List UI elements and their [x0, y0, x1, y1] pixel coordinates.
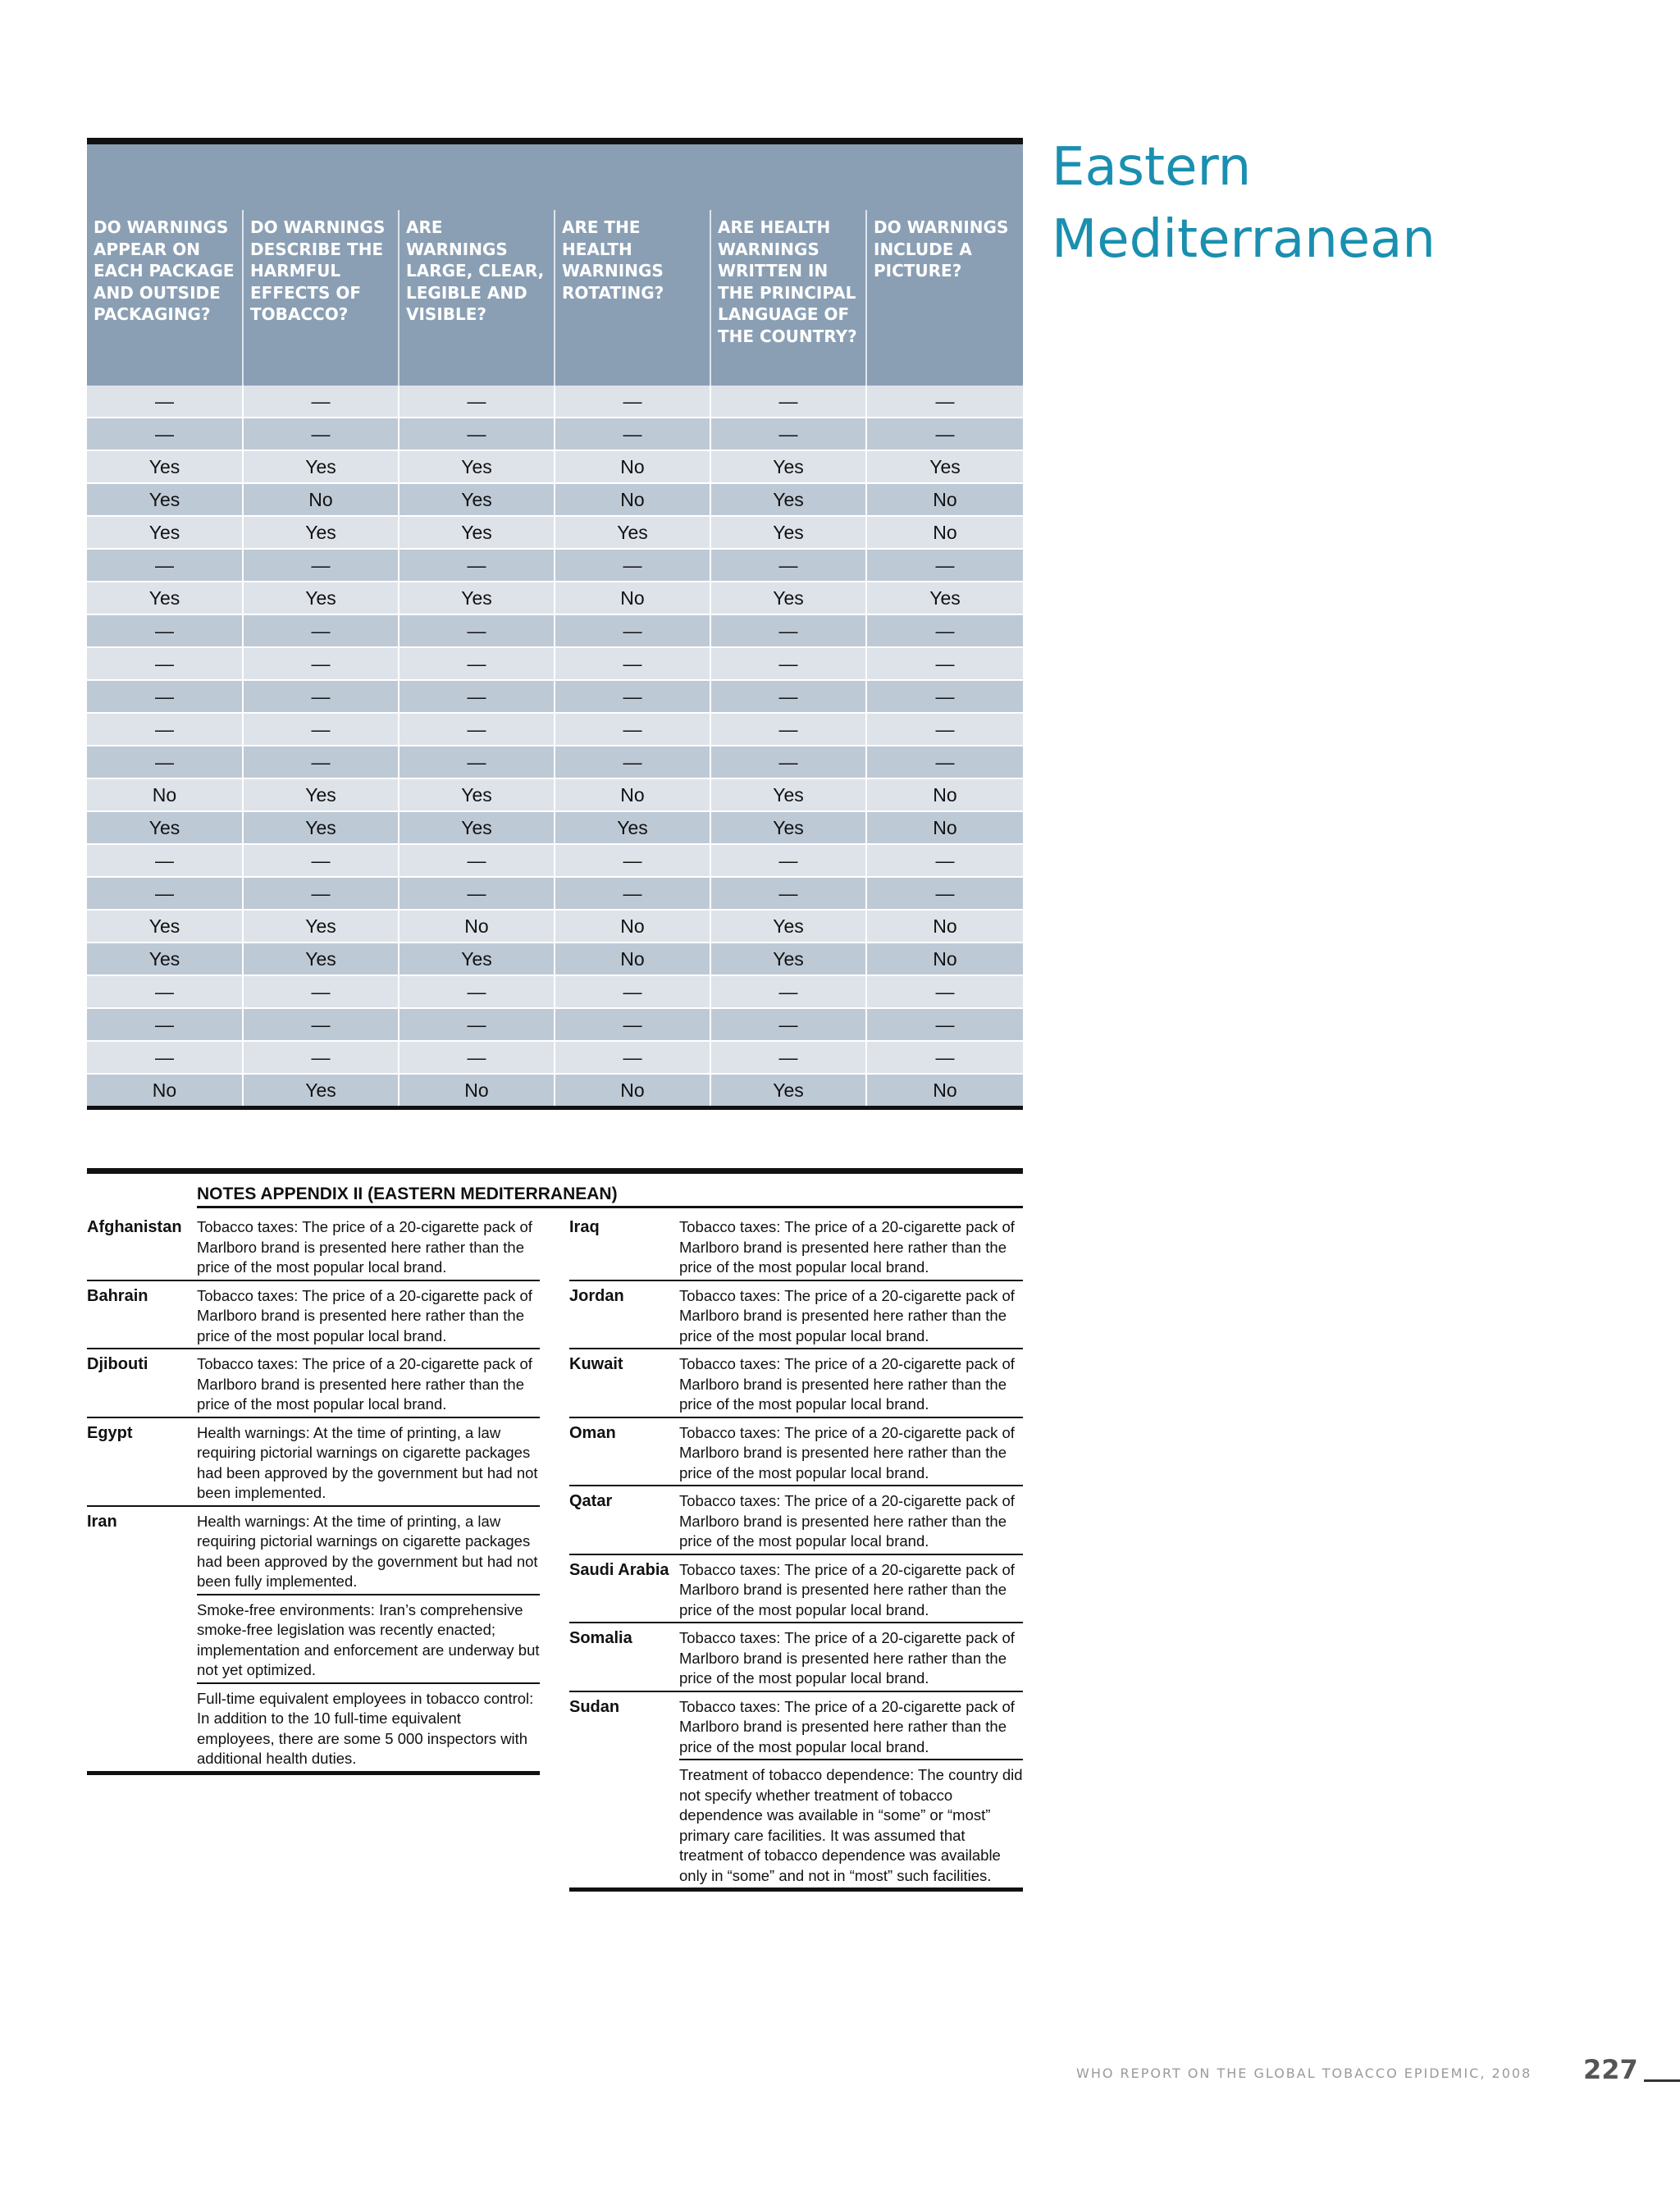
- table-cell: —: [555, 877, 710, 910]
- table-cell: Yes: [710, 910, 866, 943]
- table-row: [87, 746, 1023, 778]
- table-cell: —: [243, 746, 399, 778]
- note-texts: [679, 1418, 1023, 1486]
- table-row: [87, 647, 1023, 680]
- table-cell: —: [243, 549, 399, 582]
- table-cell: —: [555, 1041, 710, 1074]
- notes-left-column: [87, 1212, 540, 1775]
- table-row: [87, 975, 1023, 1008]
- column-header: ARE HEALTH WARNINGS WRITTEN IN THE PRINCIPAL LANGUAGE OF THE COUNTRY?: [710, 210, 866, 386]
- table-cell: —: [866, 647, 1023, 680]
- table-row: [87, 483, 1023, 516]
- table-cell: No: [399, 1074, 555, 1108]
- table-cell: —: [866, 713, 1023, 746]
- note-texts: [679, 1281, 1023, 1349]
- note-texts: [679, 1212, 1023, 1280]
- note-entry: [569, 1555, 1023, 1624]
- note-country: Djibouti: [87, 1355, 148, 1373]
- table-cell: —: [399, 418, 555, 450]
- table-cell: —: [399, 877, 555, 910]
- note-country: Bahrain: [87, 1286, 148, 1305]
- table-row: [87, 811, 1023, 844]
- table-cell: —: [710, 614, 866, 647]
- table-cell: —: [866, 386, 1023, 418]
- column-header: ARE WARNINGS LARGE, CLEAR, LEGIBLE AND VISIBLE?: [399, 210, 555, 386]
- table-cell: —: [87, 680, 243, 713]
- table-cell: —: [87, 713, 243, 746]
- table-row: [87, 386, 1023, 418]
- table-cell: —: [399, 975, 555, 1008]
- table-cell: No: [399, 910, 555, 943]
- table-cell: —: [555, 680, 710, 713]
- note-texts: [679, 1692, 1023, 1888]
- note-texts: [679, 1555, 1023, 1623]
- table-cell: —: [399, 746, 555, 778]
- table-cell: No: [87, 1074, 243, 1108]
- note-country: Iraq: [569, 1218, 600, 1236]
- table-cell: Yes: [243, 450, 399, 483]
- table-cell: —: [555, 713, 710, 746]
- table-row: [87, 1008, 1023, 1041]
- note-text: Tobacco taxes: The price of a 20-cigarette pack of Marlboro brand is presented here rather than the price of the most popular local brand.: [197, 1355, 532, 1413]
- table-cell: —: [399, 1041, 555, 1074]
- note-texts: [197, 1418, 540, 1505]
- table-row: [87, 713, 1023, 746]
- table-cell: —: [555, 1008, 710, 1041]
- note-text: Health warnings: At the time of printing, a law requiring pictorial warnings on cigarette packages had been approved by the government but had not been implemented.: [197, 1423, 538, 1501]
- table-cell: Yes: [243, 943, 399, 975]
- table-cell: No: [555, 943, 710, 975]
- note-entry: [87, 1212, 540, 1281]
- table-cell: —: [866, 975, 1023, 1008]
- table-cell: —: [710, 844, 866, 877]
- table-cell: —: [243, 418, 399, 450]
- column-header: DO WARNINGS INCLUDE A PICTURE?: [866, 210, 1023, 386]
- column-header: ARE THE HEALTH WARNINGS ROTATING?: [555, 210, 710, 386]
- table-cell: Yes: [710, 483, 866, 516]
- table-cell: —: [866, 1008, 1023, 1041]
- table-row: [87, 1041, 1023, 1074]
- table-cell: —: [866, 418, 1023, 450]
- table-cell: —: [866, 877, 1023, 910]
- table-cell: —: [555, 647, 710, 680]
- table-cell: —: [243, 713, 399, 746]
- table-cell: Yes: [710, 943, 866, 975]
- note-country: Saudi Arabia: [569, 1560, 669, 1579]
- table-cell: —: [87, 386, 243, 418]
- table-cell: No: [866, 483, 1023, 516]
- table-body: [87, 386, 1023, 1108]
- note-entry: [569, 1692, 1023, 1888]
- table-cell: —: [87, 746, 243, 778]
- table-cell: —: [555, 746, 710, 778]
- table-row: [87, 418, 1023, 450]
- table-cell: Yes: [866, 450, 1023, 483]
- note-text: Tobacco taxes: The price of a 20-cigarette pack of Marlboro brand is presented here rather than the price of the most popular local brand.: [679, 1355, 1015, 1413]
- footer-report-title: WHO REPORT ON THE GLOBAL TOBACCO EPIDEMIC, 2008: [1076, 2065, 1532, 2081]
- column-header: DO WARNINGS APPEAR ON EACH PACKAGE AND OUTSIDE PACKAGING?: [87, 210, 243, 386]
- note-text: Treatment of tobacco dependence: The country did not specify whether treatment of tobacco dependence was available in “some” or “most” primary care facilities. It was assumed that treatment of tobacco dependence was available only in “some” and not in “most” such facilities.: [679, 1766, 1023, 1884]
- note-texts: [197, 1212, 540, 1280]
- note-texts: [679, 1486, 1023, 1554]
- region-title-line-1: Eastern: [1052, 137, 1252, 198]
- note-text: Tobacco taxes: The price of a 20-cigarette pack of Marlboro brand is presented here rather than the price of the most popular local brand.: [679, 1492, 1015, 1550]
- table-cell: —: [399, 386, 555, 418]
- note-country: Egypt: [87, 1423, 133, 1442]
- table-cell: No: [866, 778, 1023, 811]
- table-row: [87, 910, 1023, 943]
- note-country: Sudan: [569, 1697, 620, 1716]
- note-country: Iran: [87, 1512, 117, 1531]
- table-cell: —: [555, 614, 710, 647]
- note-entry: [87, 1418, 540, 1507]
- table-cell: —: [399, 713, 555, 746]
- table-cell: —: [399, 1008, 555, 1041]
- notes-title-rule: [197, 1206, 1023, 1208]
- table-cell: Yes: [243, 516, 399, 549]
- table-cell: —: [87, 647, 243, 680]
- region-title-line-2: Mediterranean: [1052, 209, 1436, 270]
- table-cell: —: [710, 713, 866, 746]
- note-entry: [569, 1486, 1023, 1555]
- note-country: Jordan: [569, 1286, 624, 1305]
- table-row: [87, 778, 1023, 811]
- table-cell: Yes: [399, 450, 555, 483]
- table-cell: —: [243, 647, 399, 680]
- table-cell: —: [399, 647, 555, 680]
- table-cell: Yes: [710, 811, 866, 844]
- table-cell: —: [710, 386, 866, 418]
- table-cell: Yes: [710, 450, 866, 483]
- note-entry: [87, 1349, 540, 1418]
- table-cell: —: [710, 418, 866, 450]
- table-cell: —: [243, 877, 399, 910]
- notes-top-rule: [87, 1168, 1023, 1174]
- note-texts: [197, 1507, 540, 1771]
- table-cell: Yes: [87, 582, 243, 614]
- table-cell: Yes: [87, 910, 243, 943]
- table-cell: —: [87, 1008, 243, 1041]
- table-cell: No: [866, 1074, 1023, 1108]
- table-cell: —: [87, 1041, 243, 1074]
- table-cell: —: [710, 549, 866, 582]
- table-cell: Yes: [399, 516, 555, 549]
- table-cell: Yes: [87, 943, 243, 975]
- table-cell: Yes: [243, 811, 399, 844]
- table-cell: Yes: [87, 811, 243, 844]
- table-cell: Yes: [555, 516, 710, 549]
- table-cell: —: [555, 386, 710, 418]
- note-entry: [569, 1212, 1023, 1281]
- table-cell: No: [555, 778, 710, 811]
- table-cell: Yes: [243, 1074, 399, 1108]
- note-texts: [679, 1349, 1023, 1417]
- table-cell: —: [243, 614, 399, 647]
- table-row: [87, 450, 1023, 483]
- note-texts: [679, 1623, 1023, 1691]
- table-cell: —: [399, 614, 555, 647]
- note-entry: [569, 1623, 1023, 1692]
- table-cell: —: [710, 680, 866, 713]
- table-cell: —: [243, 680, 399, 713]
- note-entry: [569, 1349, 1023, 1418]
- table-cell: —: [555, 418, 710, 450]
- table-cell: —: [87, 844, 243, 877]
- table-cell: Yes: [87, 516, 243, 549]
- region-title: [1052, 131, 1626, 276]
- table-row: [87, 943, 1023, 975]
- table-cell: Yes: [555, 811, 710, 844]
- table-cell: No: [555, 582, 710, 614]
- notes-title: NOTES APPENDIX II (EASTERN MEDITERRANEAN): [197, 1185, 618, 1203]
- note-text: Full-time equivalent employees in tobacco control: In addition to the 10 full-time equivalent employees, there are some 5 000 inspectors with additional health duties.: [197, 1689, 534, 1767]
- note-entry: [569, 1281, 1023, 1350]
- table-cell: —: [243, 975, 399, 1008]
- note-entry: [569, 1418, 1023, 1487]
- table-cell: —: [399, 680, 555, 713]
- page-number-rule: [1644, 2079, 1680, 2082]
- note-entry: [87, 1507, 540, 1771]
- table-cell: Yes: [710, 582, 866, 614]
- note-country: Oman: [569, 1423, 616, 1442]
- table-cell: No: [87, 778, 243, 811]
- table-cell: —: [243, 1041, 399, 1074]
- table-row: [87, 582, 1023, 614]
- note-country: Somalia: [569, 1629, 632, 1647]
- table-cell: —: [710, 975, 866, 1008]
- table-cell: Yes: [866, 582, 1023, 614]
- table-cell: Yes: [399, 582, 555, 614]
- note-text: Tobacco taxes: The price of a 20-cigarette pack of Marlboro brand is presented here rather than the price of the most popular local brand.: [679, 1560, 1015, 1618]
- table-header-band: [87, 141, 1023, 210]
- table-row: [87, 516, 1023, 549]
- note-text: Health warnings: At the time of printing, a law requiring pictorial warnings on cigarette packages had been approved by the government but had not been fully implemented.: [197, 1507, 540, 1595]
- note-text: Tobacco taxes: The price of a 20-cigarette pack of Marlboro brand is presented here rather than the price of the most popular local brand.: [679, 1218, 1015, 1276]
- table-cell: No: [866, 811, 1023, 844]
- table-header-row: [87, 210, 1023, 386]
- table-cell: Yes: [710, 516, 866, 549]
- table-cell: Yes: [399, 778, 555, 811]
- table-cell: No: [866, 910, 1023, 943]
- table-cell: No: [555, 450, 710, 483]
- table-cell: Yes: [87, 450, 243, 483]
- note-text: Tobacco taxes: The price of a 20-cigarette pack of Marlboro brand is presented here rather than the price of the most popular local brand.: [679, 1692, 1023, 1761]
- table-cell: —: [87, 418, 243, 450]
- table-row: [87, 614, 1023, 647]
- table-cell: —: [710, 1008, 866, 1041]
- table-cell: —: [866, 746, 1023, 778]
- table-cell: —: [555, 975, 710, 1008]
- table-row: [87, 877, 1023, 910]
- table-cell: —: [87, 975, 243, 1008]
- table-cell: —: [555, 844, 710, 877]
- note-entry: [87, 1281, 540, 1350]
- page-number: 227: [1583, 2054, 1638, 2085]
- table-cell: —: [710, 877, 866, 910]
- table-cell: No: [555, 483, 710, 516]
- table-cell: Yes: [399, 943, 555, 975]
- table-cell: No: [555, 1074, 710, 1108]
- health-warnings-table: [87, 138, 1023, 1110]
- note-text: Smoke-free environments: Iran’s comprehensive smoke-free legislation was recently enacted; implementation and enforcement are underway but not yet optimized.: [197, 1595, 540, 1684]
- table-cell: —: [87, 549, 243, 582]
- note-text: Tobacco taxes: The price of a 20-cigarette pack of Marlboro brand is presented here rather than the price of the most popular local brand.: [679, 1629, 1015, 1687]
- note-country: Afghanistan: [87, 1218, 182, 1236]
- table-cell: Yes: [399, 811, 555, 844]
- table-cell: —: [866, 549, 1023, 582]
- table-cell: —: [243, 386, 399, 418]
- table-cell: —: [87, 614, 243, 647]
- table-cell: Yes: [243, 910, 399, 943]
- table-cell: No: [866, 943, 1023, 975]
- table-cell: —: [243, 844, 399, 877]
- table-cell: Yes: [399, 483, 555, 516]
- table-cell: Yes: [243, 582, 399, 614]
- table-cell: —: [866, 680, 1023, 713]
- table-cell: Yes: [243, 778, 399, 811]
- table-cell: Yes: [710, 778, 866, 811]
- table-cell: —: [399, 549, 555, 582]
- table-cell: Yes: [710, 1074, 866, 1108]
- note-texts: [197, 1281, 540, 1349]
- note-text: Tobacco taxes: The price of a 20-cigarette pack of Marlboro brand is presented here rather than the price of the most popular local brand.: [679, 1423, 1015, 1481]
- table-cell: —: [243, 1008, 399, 1041]
- table-row: [87, 1074, 1023, 1108]
- note-country: Qatar: [569, 1492, 613, 1510]
- note-texts: [197, 1349, 540, 1417]
- table-cell: —: [710, 1041, 866, 1074]
- table-cell: —: [866, 1041, 1023, 1074]
- table-cell: —: [866, 844, 1023, 877]
- table-cell: —: [710, 746, 866, 778]
- table-cell: —: [866, 614, 1023, 647]
- table-cell: No: [243, 483, 399, 516]
- note-text: Tobacco taxes: The price of a 20-cigarette pack of Marlboro brand is presented here rather than the price of the most popular local brand.: [197, 1218, 532, 1276]
- note-text: Tobacco taxes: The price of a 20-cigarette pack of Marlboro brand is presented here rather than the price of the most popular local brand.: [679, 1286, 1015, 1344]
- table-row: [87, 549, 1023, 582]
- table-cell: Yes: [87, 483, 243, 516]
- table-cell: No: [866, 516, 1023, 549]
- table-cell: —: [710, 647, 866, 680]
- table-cell: No: [555, 910, 710, 943]
- table-cell: —: [399, 844, 555, 877]
- notes-right-column: [569, 1212, 1023, 1892]
- table-cell: —: [87, 877, 243, 910]
- column-header: DO WARNINGS DESCRIBE THE HARMFUL EFFECTS OF TOBACCO?: [243, 210, 399, 386]
- table-row: [87, 844, 1023, 877]
- table-cell: —: [555, 549, 710, 582]
- note-country: Kuwait: [569, 1355, 623, 1373]
- table-row: [87, 680, 1023, 713]
- note-text: Tobacco taxes: The price of a 20-cigarette pack of Marlboro brand is presented here rather than the price of the most popular local brand.: [197, 1286, 532, 1344]
